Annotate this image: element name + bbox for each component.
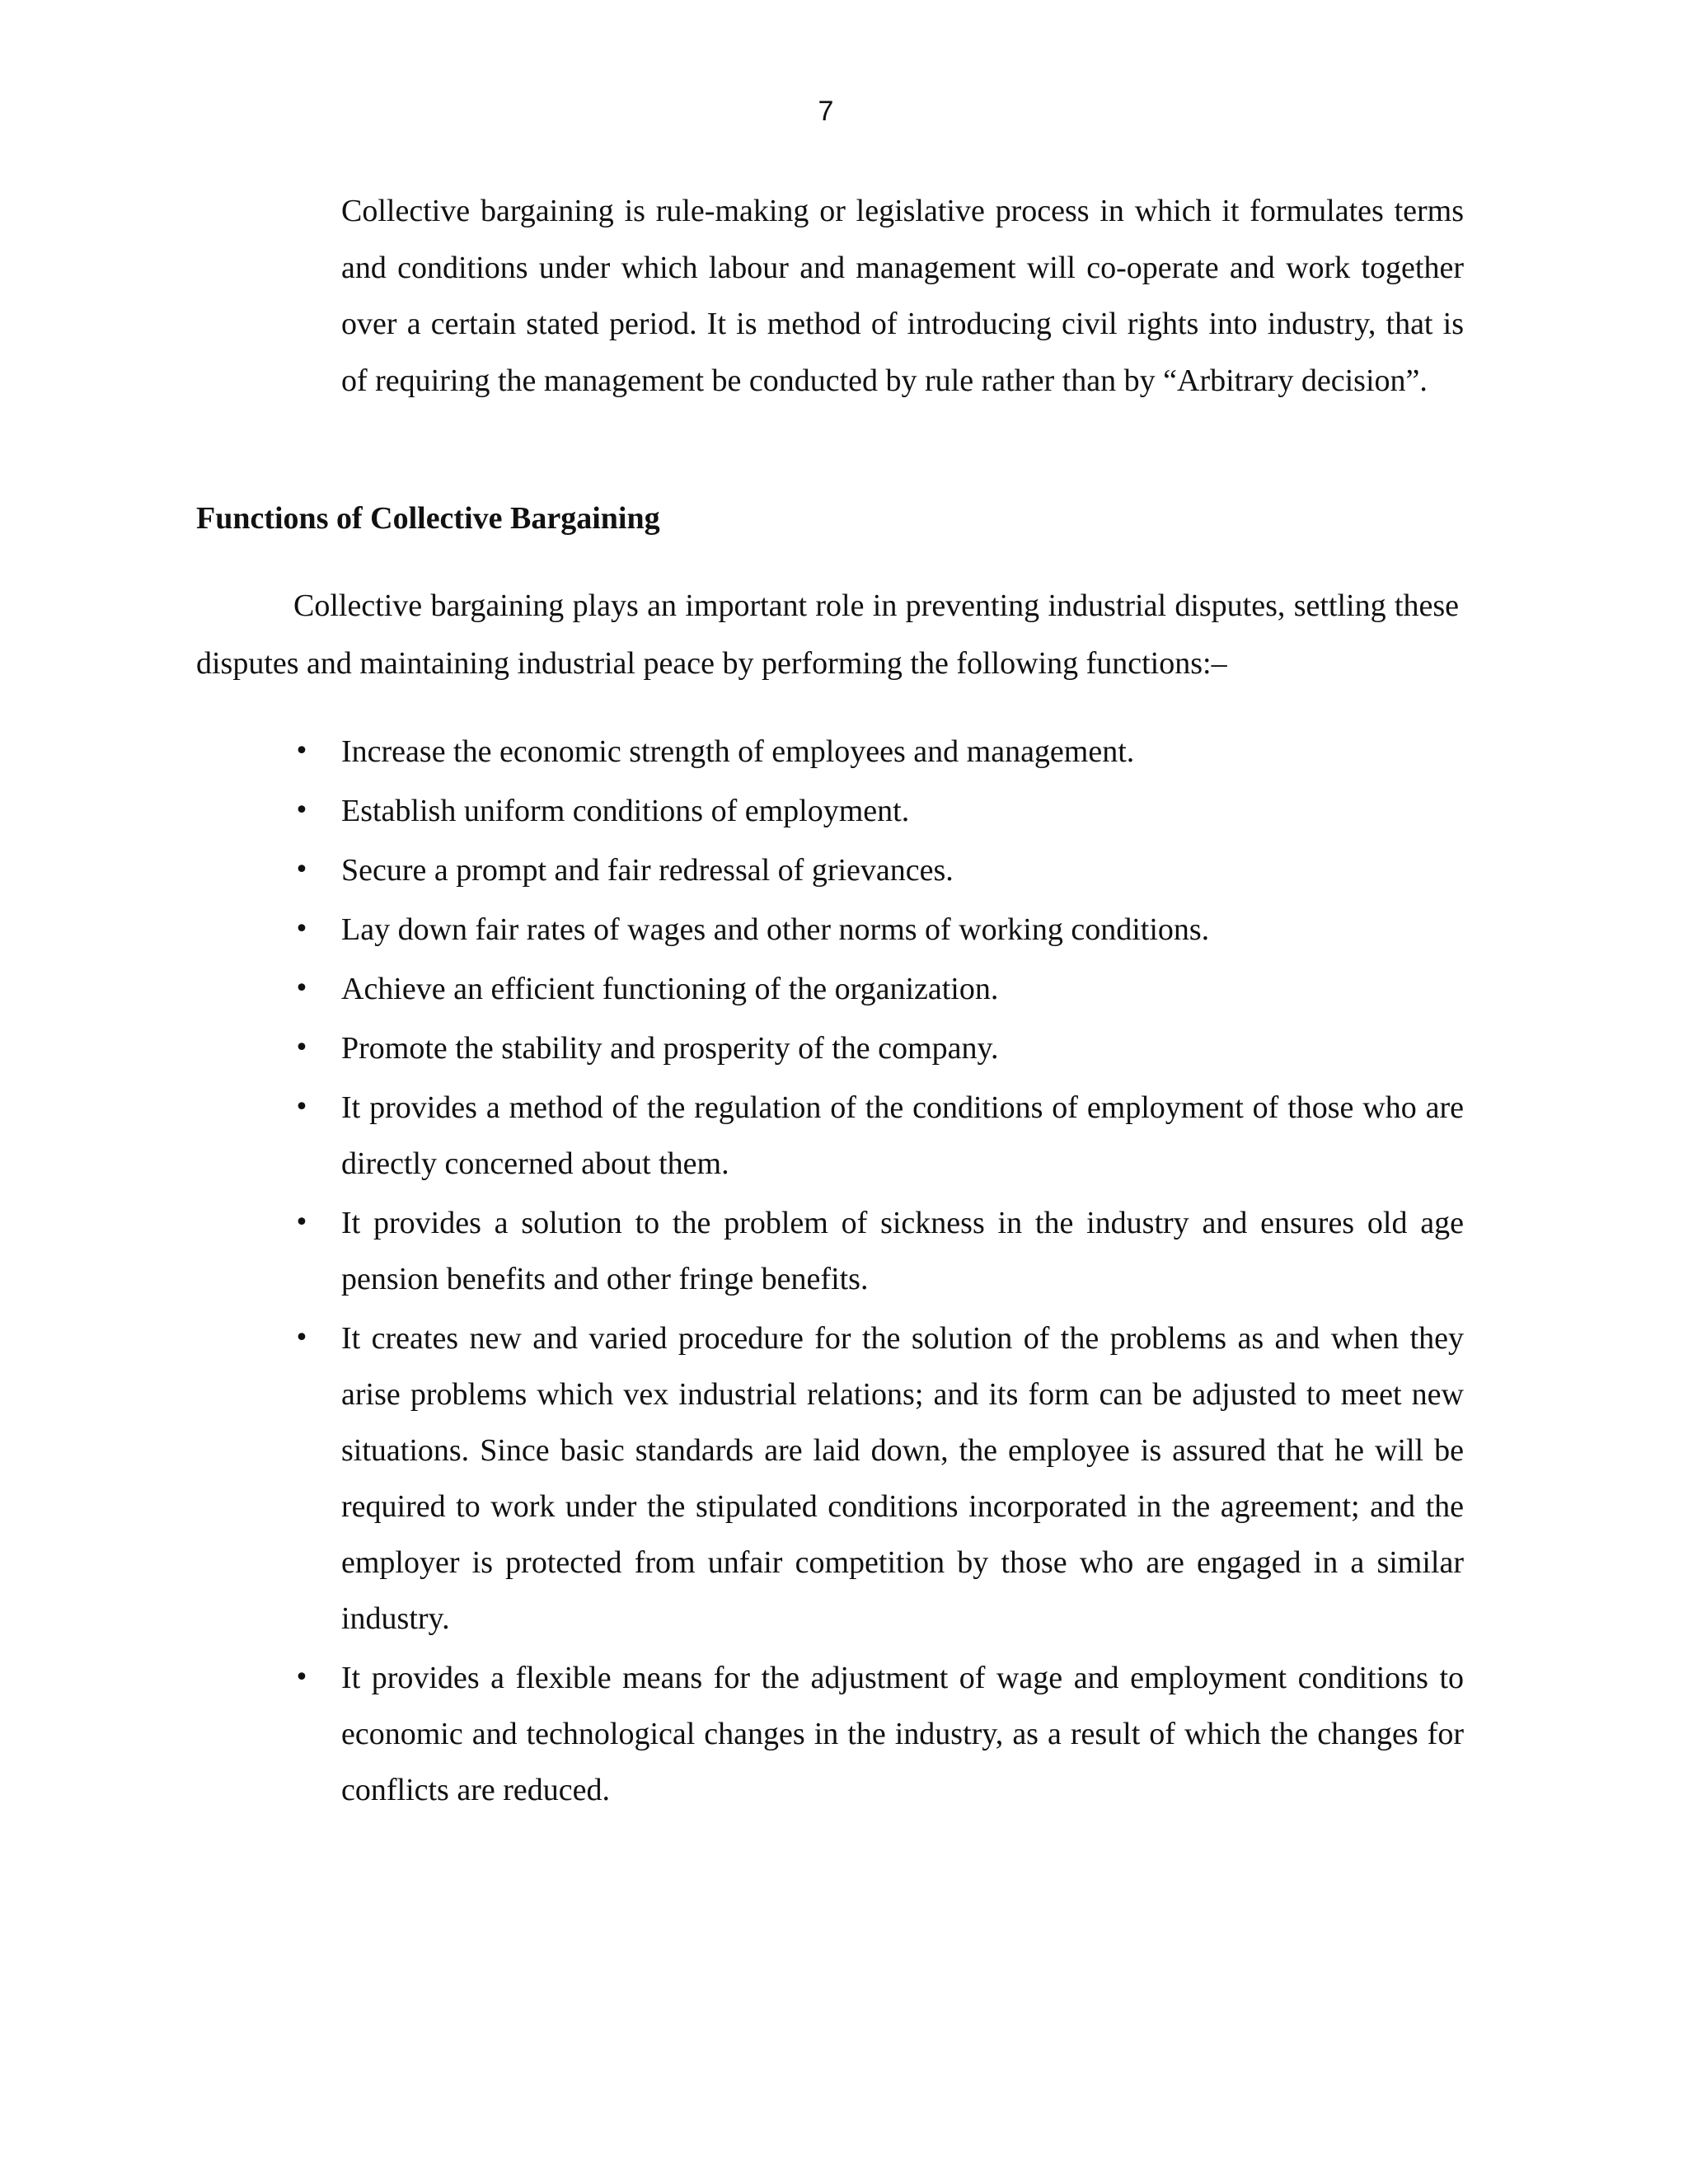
list-item [293, 1080, 1464, 1192]
list-item [293, 1195, 1464, 1307]
bullet-icon: • [294, 1663, 309, 1692]
list-item-text: Promote the stability and prosperity of the company. [341, 1031, 999, 1066]
bullet-icon: • [294, 737, 309, 766]
bullet-icon: • [294, 1033, 309, 1062]
bullet-icon: • [294, 1093, 309, 1122]
list-item-text: It provides a solution to the problem of sickness in the industry and ensures old age pension benefits and other fringe benefits. [341, 1206, 1464, 1296]
bullet-icon: • [294, 915, 309, 944]
list-item [293, 724, 1464, 780]
functions-list [293, 724, 1464, 1821]
list-item-text: Secure a prompt and fair redressal of grievances. [341, 853, 954, 888]
list-item-text: Establish uniform conditions of employment. [341, 794, 910, 828]
page-number: 7 [818, 96, 834, 127]
list-item [293, 1310, 1464, 1647]
list-item [293, 1650, 1464, 1818]
bullet-icon: • [294, 796, 309, 825]
list-item-text: Lay down fair rates of wages and other norms of working conditions. [341, 912, 1210, 947]
bullet-icon: • [294, 1324, 309, 1352]
bullet-icon: • [294, 1208, 309, 1237]
list-item-text: Achieve an efficient functioning of the organization. [341, 972, 999, 1006]
bullet-icon: • [294, 974, 309, 1003]
intro-paragraph: Collective bargaining plays an important role in preventing industrial disputes, settling these disputes and maintaining industrial peace by performing the following functions:– [196, 588, 1459, 681]
list-item-text: It provides a method of the regulation of the conditions of employment of those who are directly concerned about them. [341, 1090, 1464, 1181]
list-item [293, 783, 1464, 839]
definition-paragraph: Collective bargaining is rule-making or legislative process in which it formulates terms and conditions under which labour and management will co-operate and work together over a certain stated period. It is method of introducing civil rights into industry, that is of requiring the management be conducted by rule rather than by “Arbitrary decision”. [341, 194, 1464, 398]
list-item [293, 961, 1464, 1017]
list-item-text: It provides a flexible means for the adjustment of wage and employment conditions to economic and technological changes in the industry, as a result of which the changes for conflicts are reduced. [341, 1661, 1464, 1807]
list-item [293, 1020, 1464, 1076]
bullet-icon: • [294, 855, 309, 884]
list-item-text: Increase the economic strength of employees and management. [341, 734, 1135, 769]
list-item-text: It creates new and varied procedure for the solution of the problems as and when they arise problems which vex industrial relations; and its form can be adjusted to meet new situations. Since basic standards are laid down, the employee is assured that he will be required to work under the stipulated conditions incorporated in the agreement; and the employer is protected from unfair competition by those who are engaged in a similar industry. [341, 1321, 1464, 1636]
list-item [293, 902, 1464, 958]
section-heading: Functions of Collective Bargaining [196, 501, 660, 536]
list-item [293, 842, 1464, 898]
